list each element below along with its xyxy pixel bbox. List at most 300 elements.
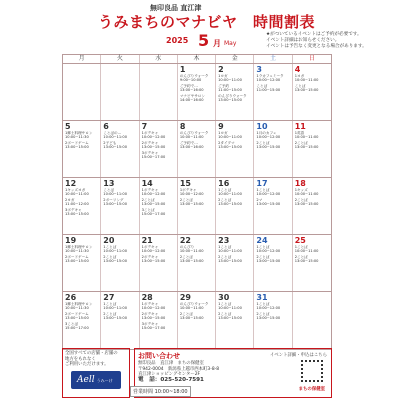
event-title: 2子ども [103,140,117,145]
event-item [256,84,290,93]
calendar-day [178,235,216,291]
event-title: 2ことば [179,311,193,316]
calendar-day [101,292,139,349]
event-title: ことば [294,83,306,88]
event-title: 2ボデキャ [141,140,159,145]
event-item [65,141,99,150]
event-time: 10:00~11:30 [65,306,89,311]
event-title: 1ボデキャ [179,188,197,192]
event-time: 10:00~11:00 [103,135,128,140]
event-time: 15:00~17:00 [141,326,166,331]
event-time: 10:00~12:00 [256,249,281,254]
event-time: 10:00~11:00 [218,249,242,254]
day-number: 19 [65,236,77,245]
day-number: 12 [65,179,77,188]
event-time: 13:00~16:00 [179,88,204,93]
event-item [218,245,252,254]
calendar-day [101,235,139,291]
calendar-day [293,64,331,120]
calendar-day [254,235,292,291]
weekday-label: 土 [254,55,292,63]
event-title: 1月のカフェ [256,131,277,135]
event-item [103,188,137,197]
partner-logo-sub: うみーけ [96,378,113,383]
event-title: 3ボデキャ [141,321,159,326]
event-title: 2ことば [179,254,193,259]
calendar-day [63,292,101,349]
day-number: 22 [179,236,191,245]
event-time: 9:00~10:00 [179,78,202,83]
weekday-label: 月 [63,55,101,63]
mall-name: 直江津ショッピングセンター2F [138,372,201,378]
event-title: 1ことば [103,302,117,306]
event-time: 11:00~15:00 [218,88,242,93]
event-time: 10:00~12:00 [141,135,166,140]
month-english: May [224,40,237,47]
calendar-day [254,121,292,177]
calendar-day [140,178,178,234]
calendar-week [63,235,331,292]
event-time: 13:00~15:00 [218,259,242,264]
event-time: 13:00~15:00 [141,259,166,264]
calendar-day [293,121,331,177]
event-title: 1ことば [256,302,270,306]
calendar-day [178,64,216,120]
event-time: 10:00~11:30 [65,135,89,140]
day-number: 10 [256,122,268,131]
event-time: 13:00~15:00 [294,145,319,150]
event-time: 13:00~15:00 [256,259,281,264]
event-title: 1郷土料理サロン [65,131,93,135]
event-title: マナビヤサロン [179,93,205,98]
event-item [103,302,137,311]
event-time: 13:00~15:00 [65,316,89,321]
event-item [295,131,330,140]
event-title: 2ボデキャ [141,311,159,316]
event-time: 10:00~12:00 [179,192,204,197]
event-time: 10:00~12:00 [256,192,281,197]
calendar-day [140,292,178,349]
event-item [256,312,290,321]
event-item [256,141,290,150]
event-title: 2ボードゲーム [65,254,89,259]
calendar [62,54,332,350]
event-title: 2ことば [256,254,270,259]
event-time: 15:00~17:00 [141,155,166,160]
event-title: 1郷土料理サロン [65,302,93,306]
calendar-week [63,178,331,235]
event-title: のんびりウォーク [179,131,209,135]
event-time: 13:00~15:00 [65,259,89,264]
day-number: 23 [218,236,230,245]
event-title: 1キッズヨガ [65,188,86,192]
event-title: 1キッズ [294,188,308,192]
day-number: 27 [103,293,115,302]
event-item [295,245,330,254]
event-item [256,131,290,140]
event-item [218,131,252,140]
calendar-day [101,178,139,234]
month-number: 5 [198,31,210,50]
event-item [218,255,252,264]
event-time: 10:00~11:00 [294,192,319,197]
event-item [142,141,176,150]
event-time: 13:00~15:00 [179,316,204,321]
calendar-day [178,121,216,177]
event-item [103,245,137,254]
weekday-label: 水 [140,55,178,63]
event-time: 13:00~15:00 [179,259,204,264]
event-title: 2ことば [294,197,308,202]
calendar-day [140,235,178,291]
event-item [65,312,99,321]
qr-code-icon[interactable] [301,360,323,382]
event-time: 10:00~12:00 [141,192,166,197]
event-title: 2ことば [179,197,193,202]
event-item [142,302,176,311]
event-item [103,312,137,321]
day-number: 4 [294,65,301,74]
event-title: 1ボデキャ [141,302,159,306]
event-title: ご予約で… [179,83,198,88]
business-hours: 営業時間 10:00~18:00 [130,386,191,397]
footer [62,348,332,400]
partner-logo [71,371,121,389]
day-number: 21 [141,236,153,245]
event-time: 10:00~12:00 [256,78,281,83]
event-title: 2ことば [103,254,117,259]
event-time: 10:00~11:00 [294,135,319,140]
event-item [295,188,330,197]
event-time: 13:00~15:00 [141,202,166,207]
event-title: 2ことば [294,254,308,259]
day-number: 8 [179,122,186,131]
event-item [142,245,176,254]
day-number: 24 [256,236,268,245]
weekday-label: 金 [216,55,254,63]
event-title: 3ボデキャ [141,150,159,155]
partner-text: 地方をもれなく [65,356,96,362]
event-item [295,84,330,93]
calendar-day [140,64,178,120]
year: 2025 [166,36,189,45]
day-number: 28 [141,293,153,302]
event-time: 11:00~12:00 [65,202,89,207]
calendar-day [216,235,254,291]
note-line: ★がついているイベントはご予約が必要です。 [266,32,362,37]
event-item [142,198,176,207]
calendar-day [254,292,292,349]
day-number: 30 [218,293,230,302]
event-title: 1ヨガ [294,74,305,78]
event-time: 10:00~11:00 [179,306,204,311]
event-item [142,208,176,217]
event-title: 3ボデキャ [65,207,82,212]
event-title: 1ボデキャ [141,188,159,192]
event-item [295,74,330,83]
event-title: 2ヨガ [65,197,75,202]
event-title: ご予約で… [179,140,198,145]
health-room-label: まちの保健室 [298,387,325,392]
calendar-day [293,292,331,349]
event-item [218,94,252,103]
calendar-day [178,178,216,234]
day-number: 6 [103,122,109,131]
day-number: 9 [218,122,224,131]
event-title: 2ことば [141,197,155,202]
event-item [142,312,176,321]
event-item [256,255,290,264]
event-title: 1ボデキャ [141,245,159,249]
calendar-day [63,235,101,291]
event-title: 1英語 [294,131,305,135]
event-time: 13:00~15:00 [103,259,128,264]
day-number: 5 [65,122,71,131]
event-item [218,198,252,207]
event-title: 1ボデキャ [141,131,159,135]
event-item [180,84,214,93]
event-item [65,255,99,264]
event-time: 13:00~15:00 [179,202,204,207]
calendar-week [63,121,331,178]
event-item [142,151,176,160]
event-title: 1ことば [256,188,270,192]
day-number: 26 [65,293,77,302]
event-time: 13:00~15:00 [141,316,166,321]
brand-name: 無印良品 直江津 [150,4,202,12]
calendar-weeks [63,64,331,349]
calendar-day [178,292,216,349]
event-time: 13:00~15:00 [103,145,128,150]
day-number: 17 [256,179,268,188]
weekday-label: 火 [101,55,139,63]
day-number: 14 [141,179,153,188]
event-time: 11:00~15:00 [256,88,281,93]
event-time: 10:00~11:00 [103,192,128,197]
event-time: 13:00~16:00 [179,145,204,150]
event-title: 1ことば [294,245,308,249]
event-time: 10:00~11:00 [218,78,242,83]
event-time: 13:00~15:00 [256,202,281,207]
event-item [180,198,214,207]
event-title: ご予約 [218,83,229,88]
event-item [180,188,214,197]
event-title: のんびり [179,245,195,249]
event-item [180,302,214,311]
event-item [180,312,214,321]
note-line: イベント詳細はお知らせください。 [266,38,340,43]
event-title: 3ことば [65,321,79,326]
event-time: 13:00~15:00 [103,202,128,207]
event-item [295,255,330,264]
calendar-day [101,64,139,120]
event-time: 13:00~15:00 [294,202,319,207]
note-line: イベントは予告なく変更となる場合があります。 [266,44,367,49]
event-title: 1ヨガ [218,74,228,78]
event-title: 2ことば [256,311,270,316]
phone: 電 話：025-520-7591 [138,376,204,383]
day-number: 18 [294,179,306,188]
calendar-day [216,292,254,349]
event-time: 10:00~11:00 [103,306,128,311]
event-time: 13:00~15:00 [294,88,319,93]
event-item [256,302,290,311]
event-item [65,208,99,217]
weekday-header [63,55,331,64]
event-item [103,255,137,264]
partner-logo-text: Aell [77,375,95,385]
event-title: のんびりウォーク [218,93,247,98]
calendar-day [254,64,292,120]
header [0,0,400,54]
event-time: 10:00~11:00 [179,135,204,140]
event-item [295,198,330,207]
event-item [65,188,99,197]
event-title: 2マ [256,197,263,202]
event-title: 2ボデキャ [141,254,159,259]
day-number: 1 [179,65,186,74]
event-item [142,131,176,140]
event-item [218,74,252,83]
event-time: 13:00~15:00 [218,145,242,150]
event-item [256,198,290,207]
event-item [180,245,214,254]
event-item [65,322,99,331]
day-number: 29 [179,293,191,302]
event-title: ことば [103,188,115,192]
event-item [218,84,252,93]
day-number: 11 [294,122,306,131]
event-time: 10:00~11:00 [294,249,319,254]
event-time: 10:00~11:00 [103,249,128,254]
day-number: 13 [103,179,115,188]
event-title: 2ことば [256,140,270,145]
partner-text: ご利用いただけます。 [65,362,109,367]
event-item [65,302,99,311]
event-item [65,245,99,254]
event-title: のんびりウォーク [179,302,209,306]
event-title: 1郷土料理サロン [65,245,93,249]
event-title: 2ボーリング [103,197,124,202]
event-time: 13:00~15:00 [256,316,281,321]
calendar-day [216,121,254,177]
event-item [103,131,137,140]
event-item [180,255,214,264]
calendar-day [216,64,254,120]
calendar-day [63,121,101,177]
calendar-week [63,64,331,121]
day-number: 31 [256,293,268,302]
event-time: 13:00~15:00 [65,212,89,217]
calendar-day [101,121,139,177]
partner-text: 全国すべての店舗・店舗の [65,351,118,356]
event-item [103,141,137,150]
event-time: 13:00~15:00 [218,98,242,103]
event-item [142,322,176,331]
event-item [218,141,252,150]
event-title: 3ことば [141,207,155,212]
event-title: ことば [256,83,268,88]
event-time: 10:00~11:00 [179,249,204,254]
event-title: 1ラカフェミーク [256,74,284,78]
event-title: 2タイプマ [218,140,235,145]
event-item [180,74,214,83]
contact-title: お問い合わせ [138,352,180,360]
event-time: 10:00~11:00 [65,192,89,197]
event-title: のんびりウォーク [179,74,209,78]
event-item [65,198,99,207]
day-number: 25 [294,236,306,245]
event-title: 1ことば [218,302,232,306]
day-number: 3 [256,65,262,74]
month-kanji: 月 [213,39,221,48]
event-item [180,141,214,150]
event-title: 1ことば [256,245,270,249]
event-item [295,141,330,150]
event-time: 10:00~12:00 [256,306,281,311]
event-item [180,131,214,140]
event-time: 10:00~11:00 [218,306,242,311]
event-time: 10:00~12:00 [141,306,166,311]
calendar-day [140,121,178,177]
event-time: 10:00~11:00 [218,192,242,197]
calendar-day [63,64,101,120]
details-link-text: イベント詳細・申込はこちら [269,353,327,358]
calendar-day [63,178,101,234]
event-title: 1ヨガ [218,131,228,135]
event-item [218,312,252,321]
event-time: 13:00~15:00 [256,145,281,150]
event-title: 2ことば [294,140,308,145]
calendar-day [293,235,331,291]
event-item [256,188,290,197]
shop-name: 無印良品 直江津 まちの保健室 [138,361,204,366]
event-title: ことばの… [103,131,122,135]
event-title: 1ことば [218,188,232,192]
day-number: 7 [141,122,148,131]
event-time: 15:00~17:00 [65,326,89,331]
weekday-label: 日 [308,55,315,62]
event-time: 13:00~15:00 [218,202,242,207]
reservation-note [266,32,390,50]
event-title: 1ことば [103,245,117,249]
calendar-week [63,292,331,349]
event-title: 2ことば [218,254,232,259]
day-number: 16 [218,179,230,188]
event-time: 13:00~15:00 [141,145,166,150]
calendar-day [293,178,331,234]
event-time: 13:00~15:00 [218,316,242,321]
event-item [65,131,99,140]
event-time: 10:00~11:30 [65,249,89,254]
event-title: 2ことば [218,197,232,202]
event-item [142,255,176,264]
event-time: 13:00~15:00 [294,259,319,264]
event-title: 2ことば [103,311,117,316]
address: 〒942-0004 新潟県上越市西本町3-8-8 [138,366,219,372]
event-item [256,245,290,254]
event-item [180,94,214,103]
event-time: 10:00~11:00 [294,78,319,83]
event-title: 1ことば [218,245,232,249]
event-time: 14:00~16:00 [179,98,204,103]
day-number: 15 [179,179,191,188]
calendar-day [254,178,292,234]
event-time: 15:00~17:00 [141,212,166,217]
event-time: 13:00~15:00 [103,316,128,321]
event-time: 10:00~12:00 [141,249,166,254]
event-title: 2ボードゲーム [65,140,89,145]
